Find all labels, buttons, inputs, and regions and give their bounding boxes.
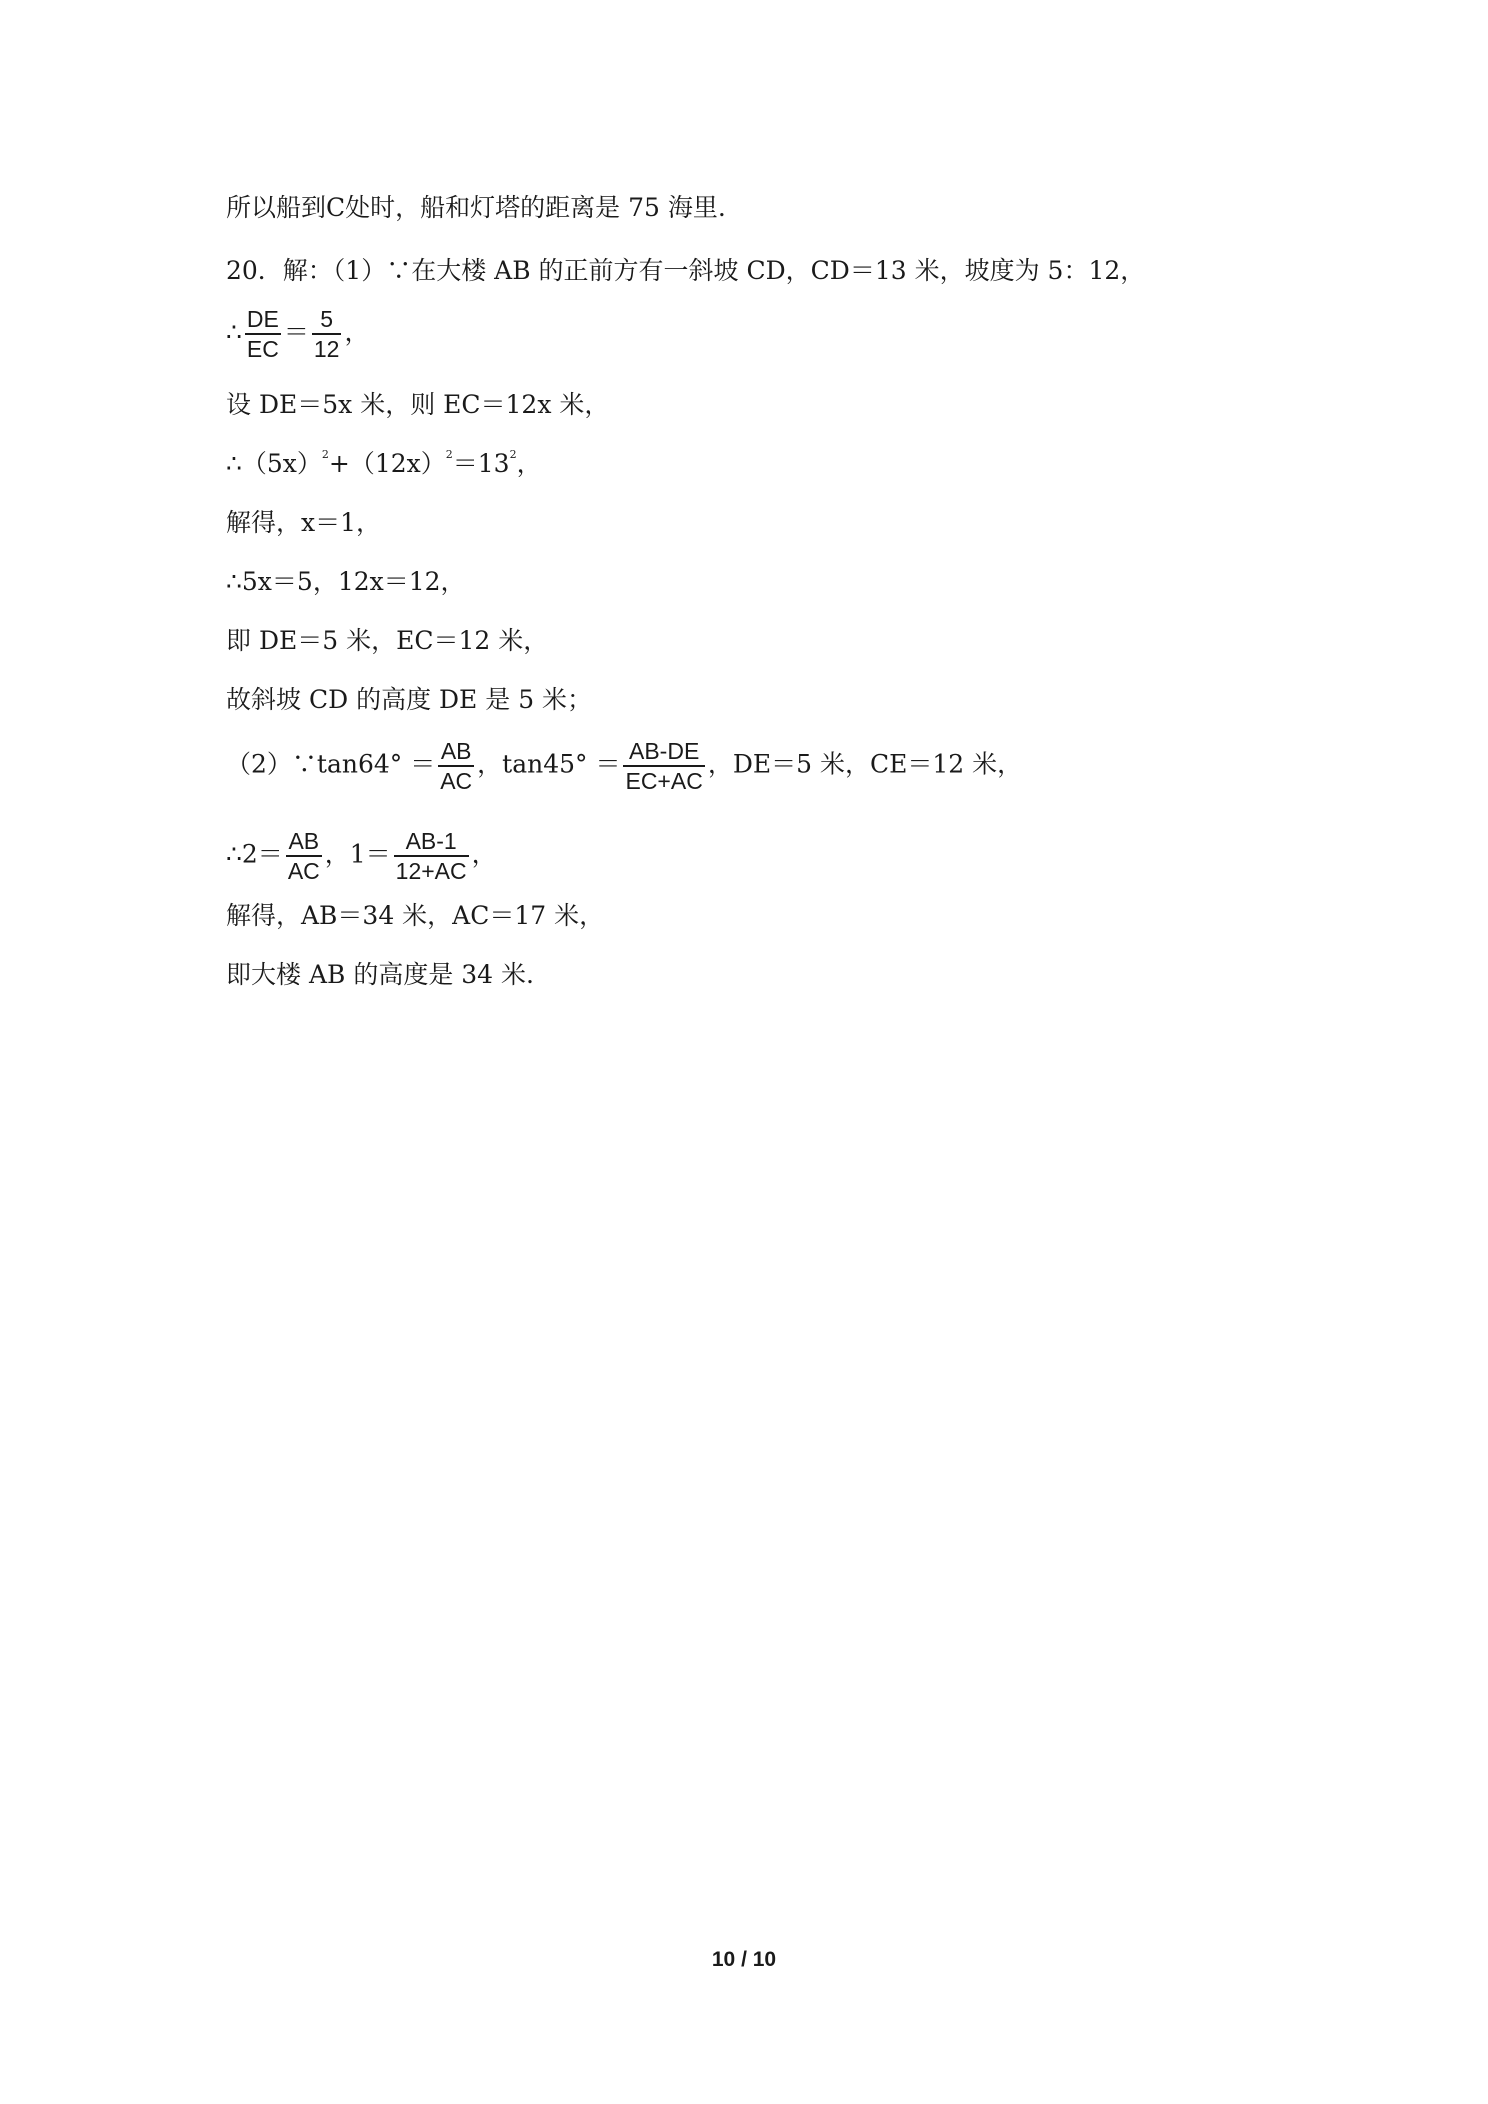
fraction-denominator: EC <box>246 336 279 362</box>
text-line-let: 设 DE＝5x 米，则 EC＝12x 米， <box>226 390 610 419</box>
equation-part: （2）∵tan64° ＝ <box>226 749 436 779</box>
fraction-ab-de-over-ec-ac <box>623 738 704 794</box>
text-line-ratio <box>226 306 369 362</box>
equation-part: ∴2＝ <box>226 839 283 869</box>
fraction-numerator: AB <box>438 738 474 767</box>
text-line-final-answer: 即大楼 AB 的高度是 34 米. <box>226 960 534 989</box>
equation-part: ，tan45° ＝ <box>477 749 621 779</box>
exponent: 2 <box>321 448 329 461</box>
equals-sign: ＝ <box>283 317 309 347</box>
text-line-conclusion: 所以船到C处时，船和灯塔的距离是 75 海里. <box>226 193 726 222</box>
fraction-ab-ac <box>286 828 322 884</box>
fraction-5-12 <box>312 306 342 362</box>
fraction-ab-ac <box>438 738 474 794</box>
text-line-values: ∴5x＝5，12x＝12， <box>226 567 466 596</box>
exponent: 2 <box>509 448 517 461</box>
fraction-denominator: EC+AC <box>625 768 703 794</box>
fraction-denominator: AC <box>287 858 320 884</box>
fraction-numerator: DE <box>245 306 281 335</box>
text-line-slope-height: 故斜坡 CD 的高度 DE 是 5 米； <box>226 685 593 714</box>
fraction-ab-1-over-12-ac <box>394 828 469 884</box>
fraction-denominator: 12+AC <box>395 858 467 884</box>
text-line-solve-x: 解得，x＝1， <box>226 508 382 537</box>
text-line-equation <box>226 447 542 481</box>
text-line-solve-ab-ac: 解得，AB＝34 米，AC＝17 米， <box>226 901 605 930</box>
text-line-problem-20: 20．解：（1）∵在大楼 AB 的正前方有一斜坡 CD，CD＝13 米，坡度为 5：12， <box>226 256 1146 285</box>
text-line-part-2 <box>226 738 1022 794</box>
fraction-numerator: AB-1 <box>394 828 469 857</box>
comma: ， <box>344 317 370 347</box>
equation-part: ＝13 <box>452 449 510 478</box>
equation-part: ，DE＝5 米，CE＝12 米， <box>707 749 1023 779</box>
equation-part: ， <box>471 839 497 869</box>
fraction-numerator: 5 <box>312 306 342 335</box>
fraction-de-ec <box>245 306 281 362</box>
exponent: 2 <box>445 448 453 461</box>
text-line-de-ec: 即 DE＝5 米，EC＝12 米， <box>226 626 549 655</box>
fraction-denominator: AC <box>440 768 473 794</box>
equation-part: ∴（5x） <box>226 449 322 478</box>
page-number: 10 / 10 <box>711 1948 777 1971</box>
fraction-numerator: AB <box>286 828 322 857</box>
equation-part: +（12x） <box>328 449 446 478</box>
fraction-numerator: AB-DE <box>623 738 704 767</box>
therefore-symbol: ∴ <box>226 317 242 347</box>
equation-part: ， <box>516 449 542 478</box>
equation-part: ，1＝ <box>324 839 391 869</box>
fraction-denominator: 12 <box>313 336 340 362</box>
text-line-substitution <box>226 828 497 884</box>
